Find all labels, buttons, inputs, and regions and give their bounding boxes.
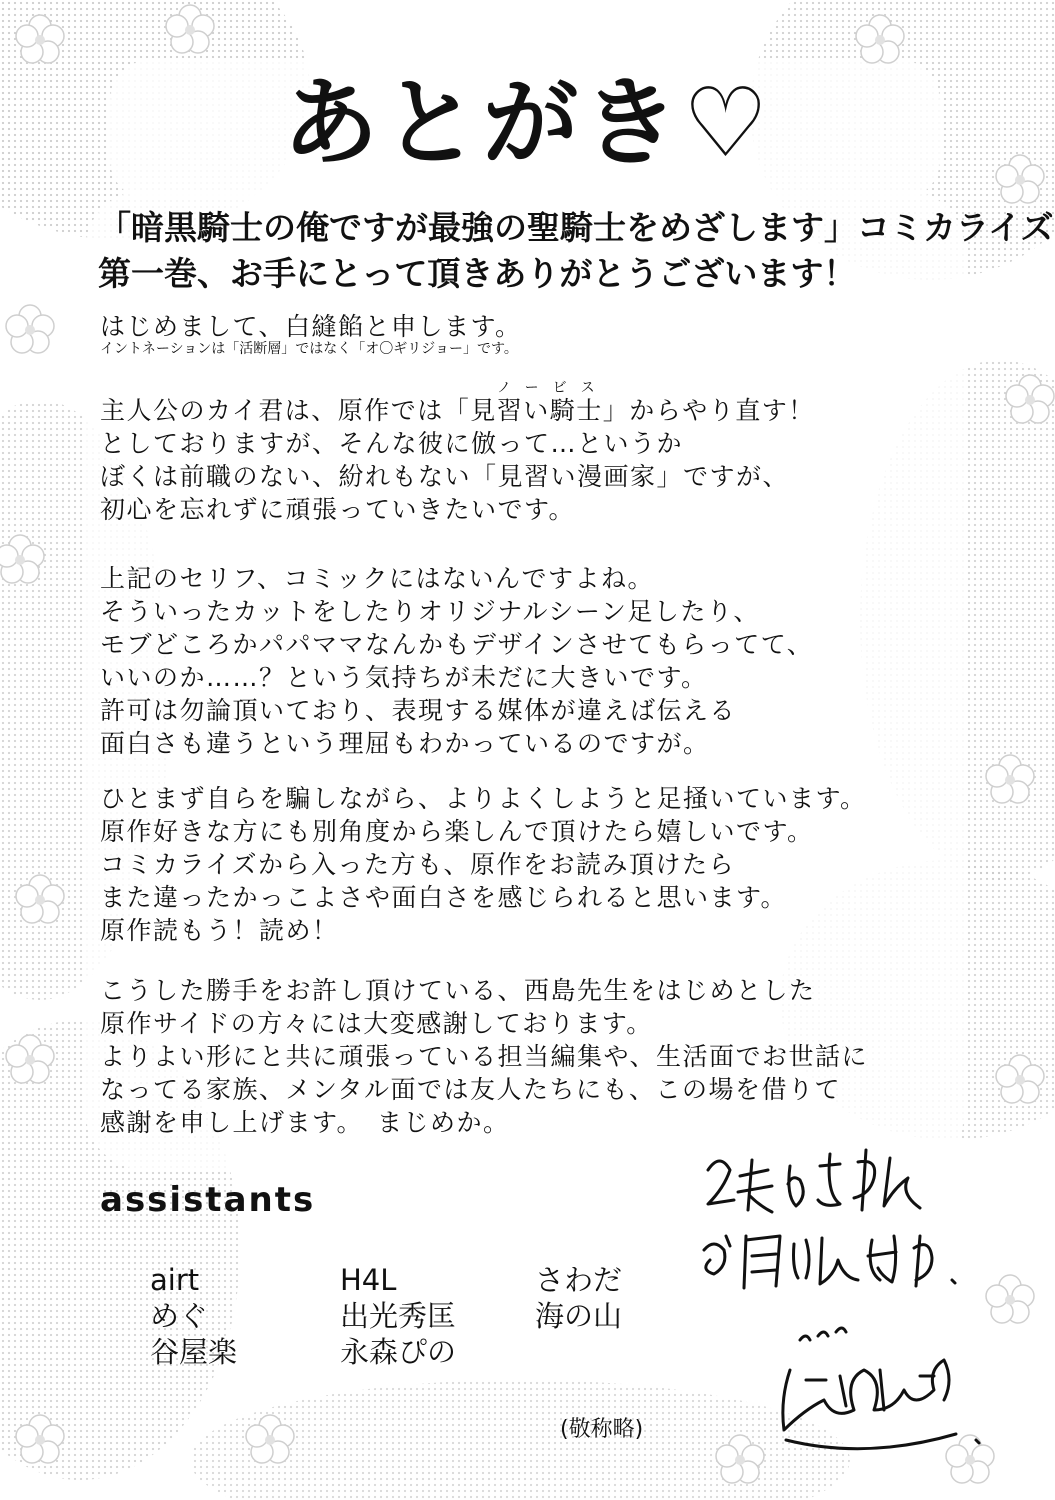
paragraph-line: 原作読もう！読め！ <box>100 916 339 945</box>
lead-line: 第一巻、お手にとって頂きありがとうございます！ <box>98 254 857 293</box>
lead-line: 「暗黒騎士の俺ですが最強の聖騎士をめざします」コミカライズ <box>98 208 1054 247</box>
paragraph-line: そういったカットをしたりオリジナルシーン足したり、 <box>100 597 760 626</box>
paragraph-line: ひとまず自らを騙しながら、よりよくしようと足掻いています。 <box>100 784 867 813</box>
assistants-list <box>150 1262 710 1370</box>
assistant-name: 永森ぴの <box>340 1335 457 1369</box>
lead-text <box>98 205 1054 297</box>
paragraph-line: 原作好きな方にも別角度から楽しんで頂けたら嬉しいです。 <box>100 817 814 846</box>
assistant-name: H4L <box>340 1263 397 1297</box>
paragraph-line: 感謝を申し上げます。 まじめか。 <box>100 1108 510 1137</box>
paragraph-2 <box>100 562 813 760</box>
assistant-name: 出光秀匡 <box>340 1299 457 1333</box>
paragraph-line: モブどころかパパママなんかもデザインさせてもらってて、 <box>100 630 814 659</box>
paragraph-line: 許可は勿論頂いており、表現する媒体が違えば伝える <box>100 696 737 725</box>
assistant-name: さわだ <box>535 1263 623 1297</box>
paragraph-line: 原作サイドの方々には大変感謝しております。 <box>100 1009 653 1038</box>
paragraph-line: いいのか……？という気持ちが未だに大きいです。 <box>100 663 708 692</box>
handwritten-message-and-signature <box>690 1140 1010 1480</box>
paragraph-line: また違ったかっこよさや面白さを感じられると思います。 <box>100 883 788 912</box>
paragraph-line: 上記のセリフ、コミックにはないんですよね。 <box>100 564 655 593</box>
page-title: あとがき♡ <box>282 67 773 179</box>
assistants-heading: assistants <box>100 1180 316 1220</box>
paragraph-line: 主人公のカイ君は、原作では「見習い騎士」からやり直す！ <box>100 396 815 425</box>
assistant-name: airt <box>150 1263 200 1297</box>
assistant-name: 谷屋楽 <box>150 1335 238 1369</box>
paragraph-line: ぼくは前職のない、紛れもない「見習い漫画家」ですが、 <box>100 462 790 491</box>
paragraph-line: 初心を忘れずに頑張っていきたいです。 <box>100 495 576 524</box>
paragraph-line: としておりますが、そんな彼に倣って…というか <box>100 429 684 458</box>
paragraph-line: よりよい形にと共に頑張っている担当編集や、生活面でお世話に <box>100 1042 869 1071</box>
paragraph-4 <box>100 974 868 1139</box>
paragraph-line: こうした勝手をお許し頂けている、西島先生をはじめとした <box>100 976 816 1005</box>
paragraph-line: なってる家族、メンタル面では友人たちにも、この場を借りて <box>100 1075 842 1104</box>
assistant-name: 海の山 <box>535 1299 623 1333</box>
ruby-annotation: ノービス <box>497 380 609 396</box>
paragraph-1 <box>100 394 815 526</box>
intro-text: はじめまして、白縫餡と申します。 <box>100 312 522 341</box>
honorific-note: (敬称略) <box>560 1417 644 1442</box>
paragraph-line: 面白さも違うという理屈もわかっているのですが。 <box>100 729 710 758</box>
assistant-name: めぐ <box>150 1299 209 1333</box>
paragraph-line: コミカライズから入った方も、原作をお読み頂けたら <box>100 850 736 879</box>
intonation-note: イントネーションは「活断層」ではなく「オ〇ギリジョー」です。 <box>100 341 518 357</box>
paragraph-3 <box>100 782 867 947</box>
